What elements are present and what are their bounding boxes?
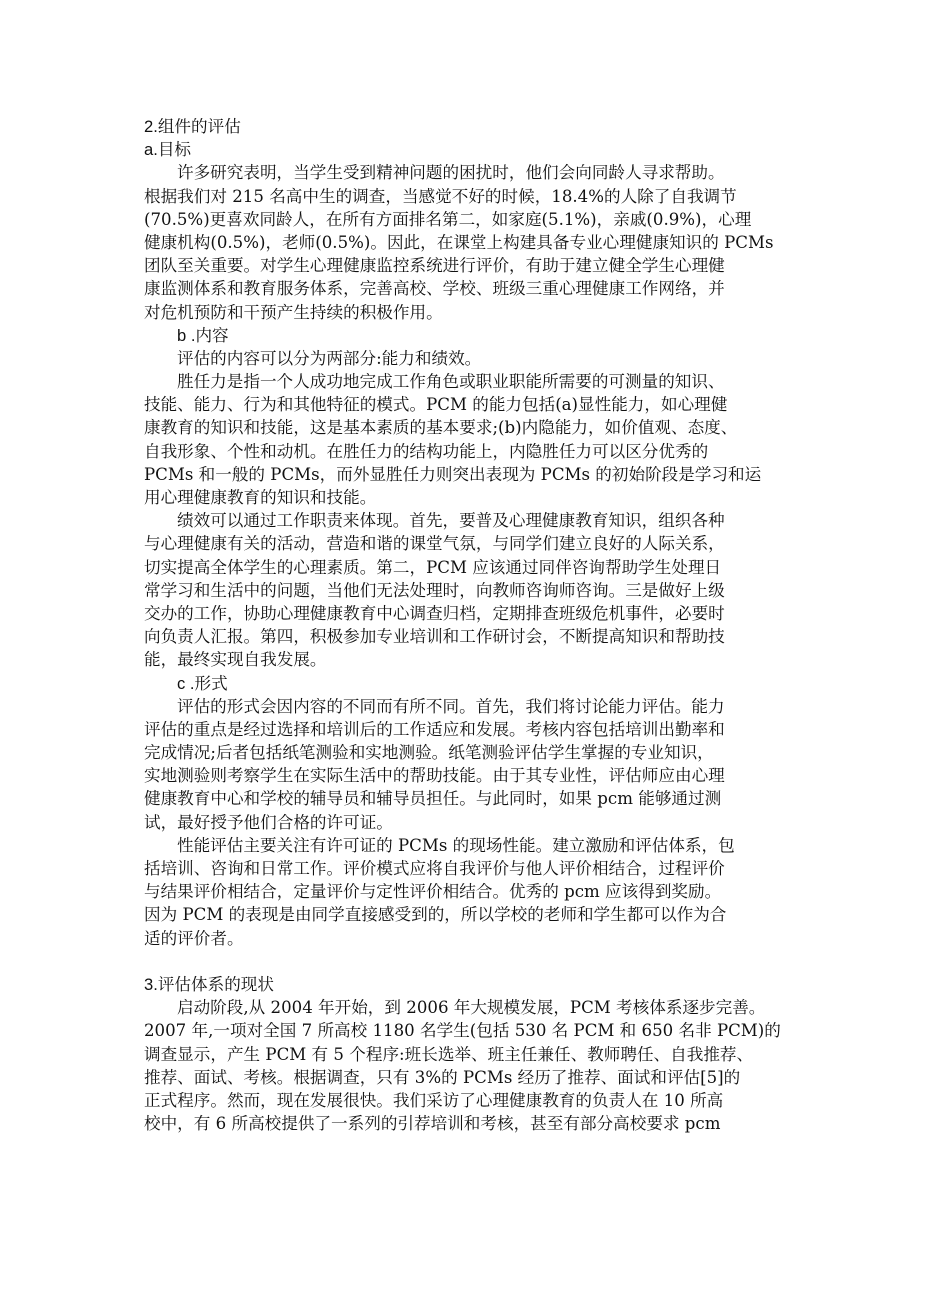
text-line: 试，最好授予他们合格的许可证。 bbox=[144, 812, 393, 832]
paragraph-content-intro bbox=[144, 347, 799, 370]
text-line: 健康教育中心和学校的辅导员和辅导员担任。与此同时，如果 pcm 能够通过测 bbox=[144, 789, 722, 809]
text-line: 适的评价者。 bbox=[144, 928, 244, 948]
text-line: 评估的内容可以分为两部分:能力和绩效。 bbox=[177, 348, 482, 368]
text-line: 推荐、面试、考核。根据调查，只有 3%的 PCMs 经历了推荐、面试和评估[5]的 bbox=[144, 1067, 741, 1087]
text-line: 评估的重点是经过选择和培训后的工作适应和发展。考核内容包括培训出勤率和 bbox=[144, 719, 725, 739]
text-line: 向负责人汇报。第四，积极参加专业培训和工作研讨会，不断提高知识和帮助技 bbox=[144, 627, 725, 647]
text-line: 校中，有 6 所高校提供了一系列的引荐培训和考核，甚至有部分高校要求 pcm bbox=[144, 1114, 721, 1134]
text-line: 许多研究表明，当学生受到精神问题的困扰时，他们会向同龄人寻求帮助。 bbox=[177, 163, 725, 183]
subsection-b-heading: b .内容 bbox=[177, 325, 229, 345]
text-line: 启动阶段,从 2004 年开始，到 2006 年大规模发展，PCM 考核体系逐步完善。 bbox=[177, 998, 766, 1018]
text-line: 常学习和生活中的问题，当他们无法处理时，向教师咨询师咨询。三是做好上级 bbox=[144, 580, 725, 600]
subsection-a-heading: a.目标 bbox=[144, 140, 192, 160]
text-line: 健康机构(0.5%)，老师(0.5%)。因此，在课堂上构建具备专业心理健康知识的 PCMs bbox=[144, 232, 774, 252]
text-line: 完成情况;后者包括纸笔测验和实地测验。纸笔测验评估学生掌握的专业知识， bbox=[144, 743, 714, 763]
section-2-heading: 2.组件的评估 bbox=[144, 117, 241, 136]
text-line: 康监测体系和教育服务体系，完善高校、学校、班级三重心理健康工作网络，并 bbox=[144, 279, 725, 299]
paragraph-status bbox=[144, 996, 799, 1135]
document-body bbox=[144, 115, 799, 1135]
text-line: 自我形象、个性和动机。在胜任力的结构功能上，内隐胜任力可以区分优秀的 bbox=[144, 441, 709, 461]
text-line: 与结果评价相结合，定量评价与定性评价相结合。优秀的 pcm 应该得到奖励。 bbox=[144, 882, 722, 902]
paragraph-performance bbox=[144, 509, 799, 671]
text-line: 交办的工作，协助心理健康教育中心调查归档，定期排查班级危机事件，必要时 bbox=[144, 603, 725, 623]
paragraph-form-competency bbox=[144, 695, 799, 834]
text-line: 因为 PCM 的表现是由同学直接感受到的，所以学校的老师和学生都可以作为合 bbox=[144, 905, 727, 925]
subsection-c-heading: c .形式 bbox=[177, 673, 228, 693]
text-line: (70.5%)更喜欢同龄人，在所有方面排名第二，如家庭(5.1%)，亲戚(0.9%)，心理 bbox=[144, 209, 752, 229]
text-line: 根据我们对 215 名高中生的调查，当感觉不好的时候，18.4%的人除了自我调节 bbox=[144, 186, 737, 206]
text-line: 切实提高全体学生的心理素质。第二，PCM 应该通过同伴咨询帮助学生处理日 bbox=[144, 557, 722, 577]
text-line: 正式程序。然而，现在发展很快。我们采访了心理健康教育的负责人在 10 所高 bbox=[144, 1090, 724, 1110]
text-line: 对危机预防和干预产生持续的积极作用。 bbox=[144, 302, 443, 322]
paragraph-goals bbox=[144, 161, 799, 323]
text-line: 评估的形式会因内容的不同而有所不同。首先，我们将讨论能力评估。能力 bbox=[177, 696, 725, 716]
text-line: 调查显示，产生 PCM 有 5 个程序:班长选举、班主任兼任、教师聘任、自我推荐、 bbox=[144, 1044, 754, 1064]
text-line: 胜任力是指一个人成功地完成工作角色或职业职能所需要的可测量的知识、 bbox=[177, 372, 725, 392]
text-line: 技能、能力、行为和其他特征的模式。PCM 的能力包括(a)显性能力，如心理健 bbox=[144, 395, 728, 415]
text-line: 实地测验则考察学生在实际生活中的帮助技能。由于其专业性，评估师应由心理 bbox=[144, 766, 725, 786]
text-line: 团队至关重要。对学生心理健康监控系统进行评价，有助于建立健全学生心理健 bbox=[144, 256, 725, 276]
section-spacer bbox=[144, 950, 799, 973]
text-line: 括培训、咨询和日常工作。评价模式应将自我评价与他人评价相结合，过程评价 bbox=[144, 859, 725, 878]
text-line: PCMs 和一般的 PCMs，而外显胜任力则突出表现为 PCMs 的初始阶段是学习和运 bbox=[144, 464, 762, 484]
paragraph-competency bbox=[144, 370, 799, 509]
text-line: 2007 年,一项对全国 7 所高校 1180 名学生(包括 530 名 PCM 和 650 名非 PCM)的 bbox=[144, 1021, 781, 1041]
text-line: 能，最终实现自我发展。 bbox=[144, 650, 327, 670]
section-3-heading: 3.评估体系的现状 bbox=[144, 974, 274, 994]
text-line: 绩效可以通过工作职责来体现。首先，要普及心理健康教育知识，组织各种 bbox=[177, 511, 725, 531]
paragraph-form-performance bbox=[144, 834, 799, 950]
text-line: 性能评估主要关注有许可证的 PCMs 的现场性能。建立激励和评估体系，包 bbox=[177, 835, 735, 855]
text-line: 与心理健康有关的活动，营造和谐的课堂气氛，与同学们建立良好的人际关系， bbox=[144, 534, 725, 554]
text-line: 康教育的知识和技能，这是基本素质的基本要求;(b)内隐能力，如价值观、态度、 bbox=[144, 418, 738, 438]
text-line: 用心理健康教育的知识和技能。 bbox=[144, 488, 377, 507]
